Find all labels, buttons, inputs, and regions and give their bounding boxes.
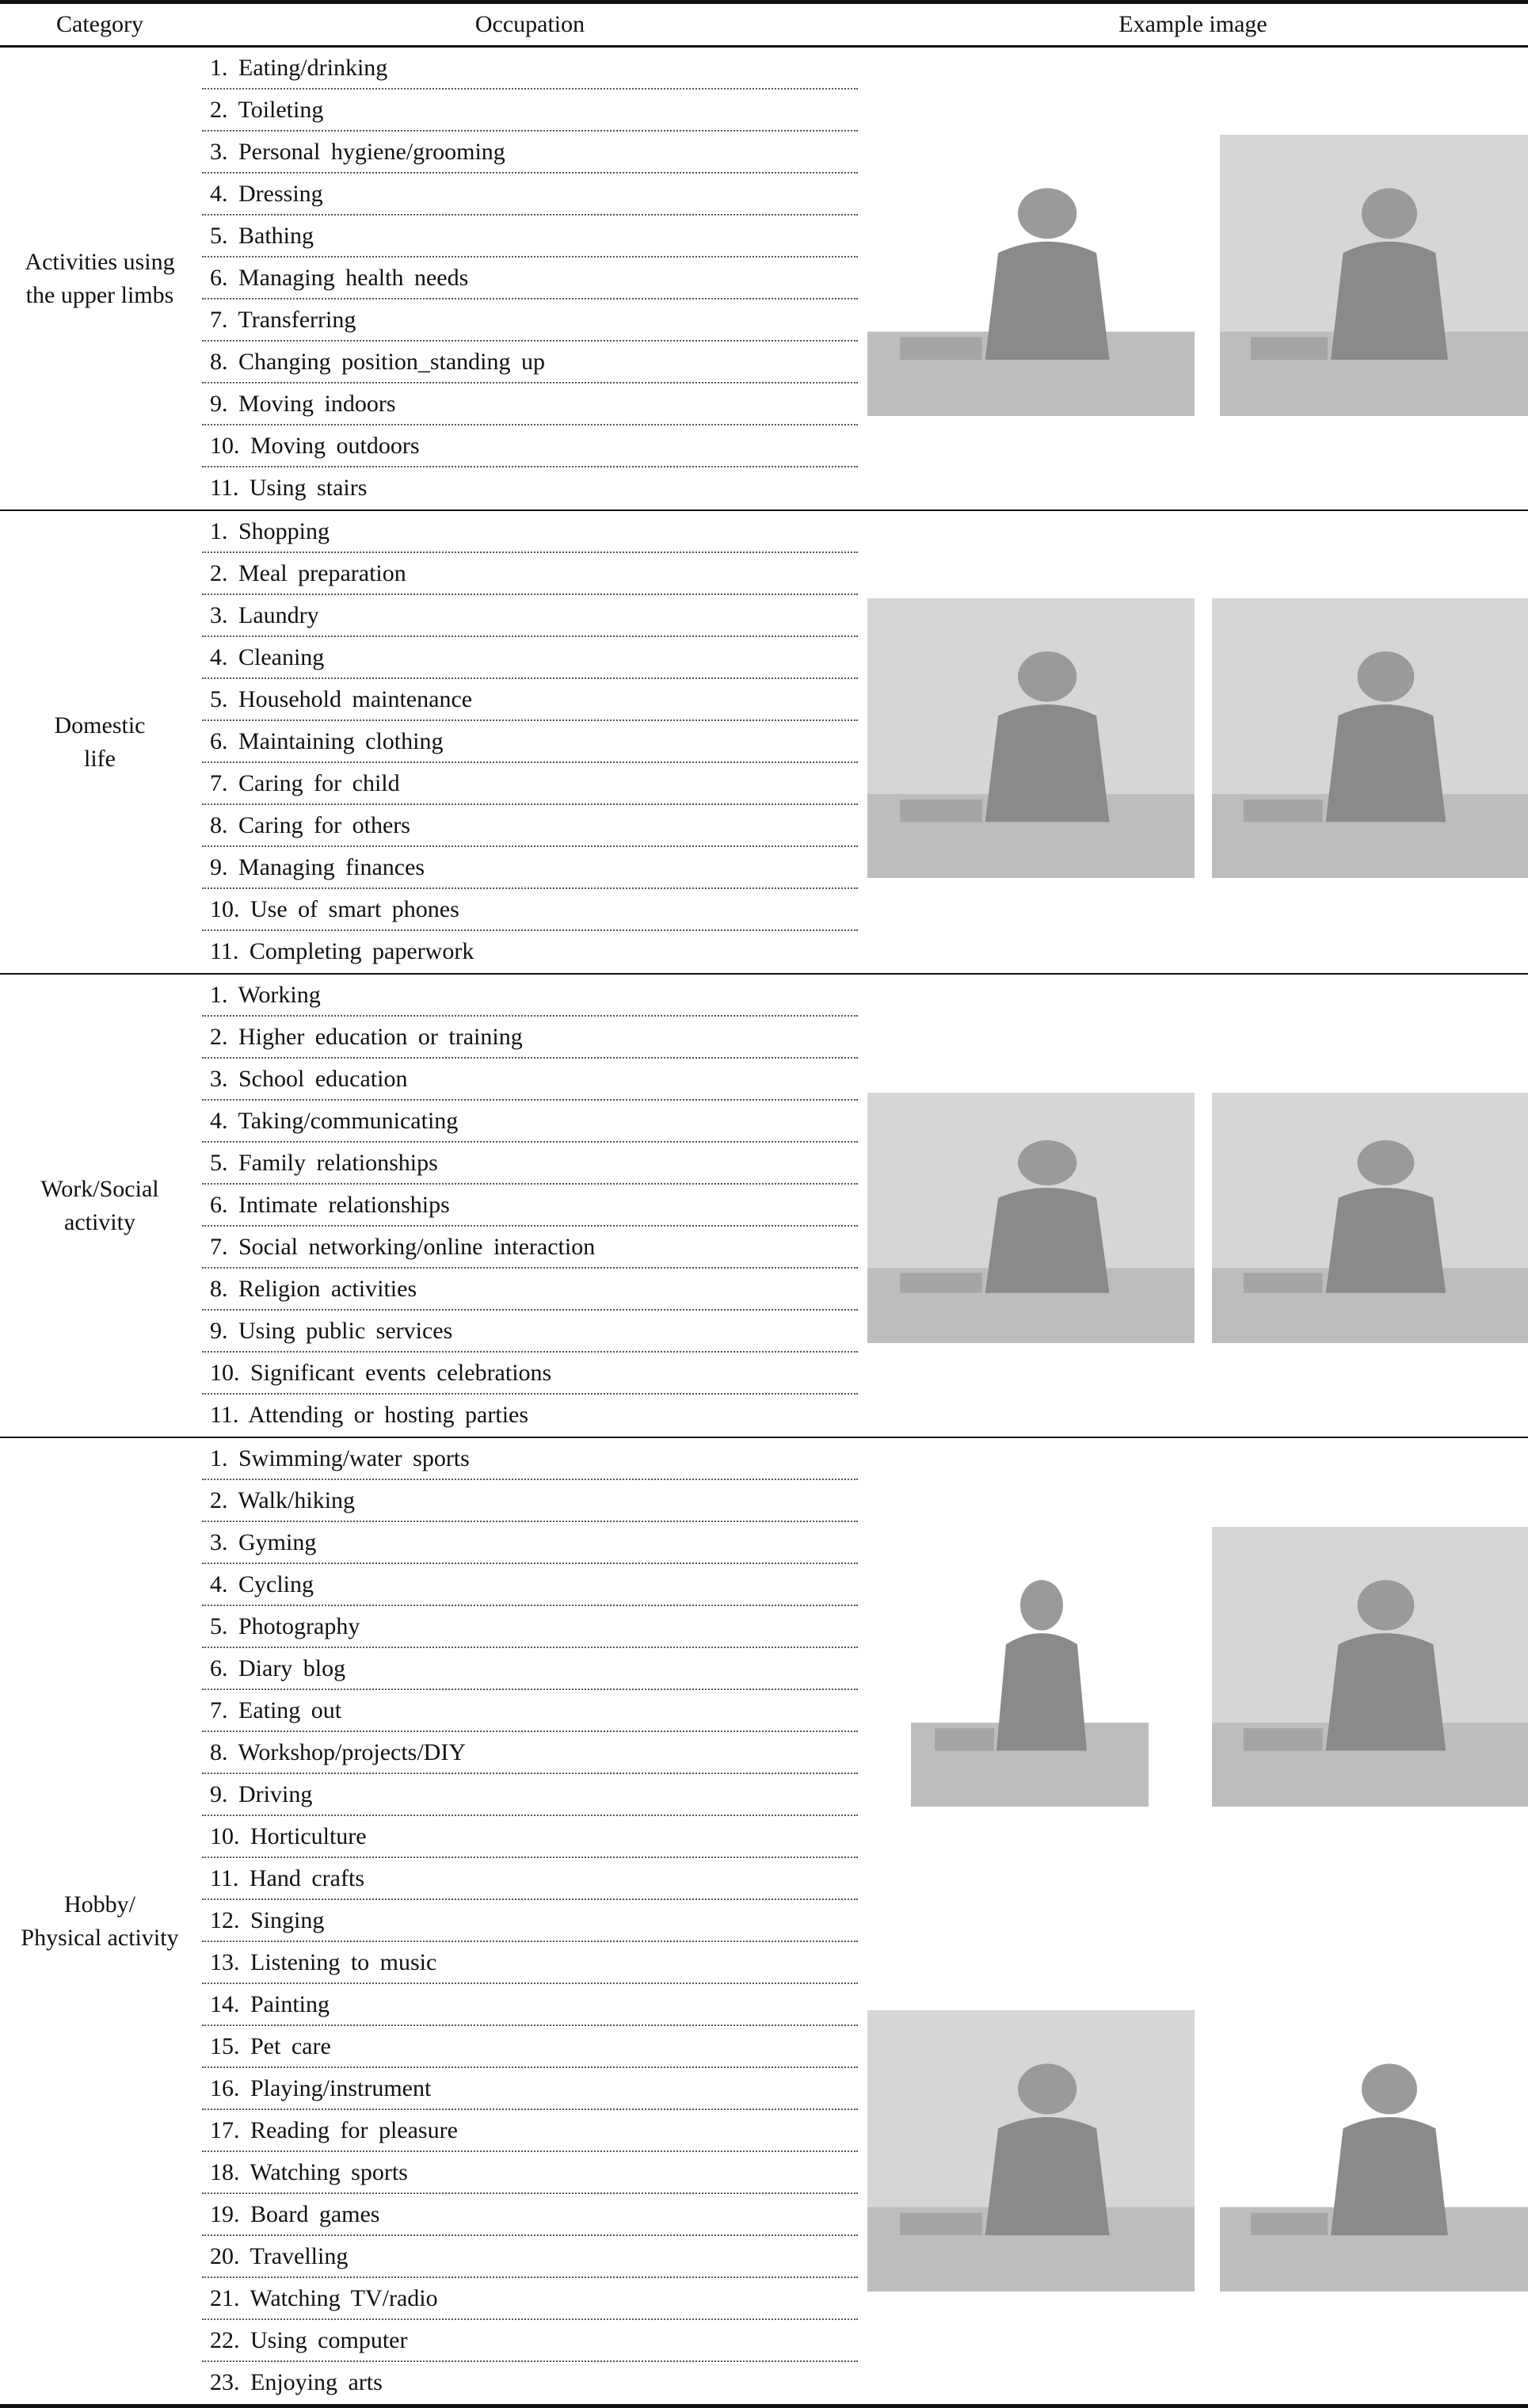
occupation-row: 5. Household maintenance <box>202 679 858 721</box>
occupation-row: 7. Social networking/online interaction <box>202 1227 858 1269</box>
occupation-row: 4. Cycling <box>202 1564 858 1606</box>
occupation-row: 5. Bathing <box>202 216 858 258</box>
occupation-row: 1. Working <box>202 975 858 1017</box>
occupation-row: 7. Eating out <box>202 1690 858 1732</box>
occupation-row: 16. Playing/instrument <box>202 2068 858 2110</box>
category-label-line: life <box>84 745 116 772</box>
occupation-row: 2. Toileting <box>202 90 858 132</box>
walking-illustration <box>867 2010 1195 2292</box>
occupation-row: 9. Driving <box>202 1774 858 1816</box>
category-label-line: Hobby/ <box>63 1891 135 1918</box>
occupation-row: 12. Singing <box>202 1900 858 1942</box>
occupation-row: 8. Caring for others <box>202 805 858 847</box>
occupation-row: 3. Gyming <box>202 1522 858 1564</box>
occupation-row: 15. Pet care <box>202 2026 858 2068</box>
category-label-line: Physical activity <box>21 1924 179 1951</box>
occupation-row: 13. Listening to music <box>202 1942 858 1984</box>
occupation-row: 9. Using public services <box>202 1311 858 1353</box>
occupation-row: 11. Attending or hosting parties <box>210 1402 529 1428</box>
bottom-rule <box>0 2404 1528 2408</box>
category-label-line: Work/Social <box>40 1175 159 1202</box>
category-label <box>0 511 200 973</box>
occupation-row: 1. Shopping <box>202 511 858 553</box>
occupation-row: 11. Completing paperwork <box>210 938 474 964</box>
occupation-row: 11. Using stairs <box>210 475 368 501</box>
category-label-line: Activities using <box>25 248 175 275</box>
header-example-image: Example image <box>1118 11 1267 37</box>
occupation-row: 7. Caring for child <box>202 763 858 805</box>
occupation-row: 5. Photography <box>202 1606 858 1648</box>
occupation-row: 2. Walk/hiking <box>202 1480 858 1522</box>
occupation-row: 14. Painting <box>202 1984 858 2026</box>
category-label-line: activity <box>64 1208 135 1235</box>
occupation-row: 19. Board games <box>202 2194 858 2236</box>
occupation-row: 1. Swimming/water sports <box>202 1438 858 1480</box>
public-service-illustration <box>1212 1093 1528 1343</box>
family-table-illustration <box>867 1093 1195 1343</box>
pet-care-illustration <box>1220 2010 1528 2292</box>
occupation-row: 3. Laundry <box>202 595 858 637</box>
occupation-row: 3. School education <box>202 1059 858 1101</box>
gym-illustration <box>911 1527 1149 1807</box>
occupation-row: 10. Moving outdoors <box>202 426 858 467</box>
occupation-row: 4. Dressing <box>202 174 858 216</box>
occupation-row: 10. Significant events celebrations <box>202 1353 858 1395</box>
smart-phone-illustration <box>1212 598 1528 878</box>
occupation-row: 8. Changing position_standing up <box>202 342 858 384</box>
occupation-row: 23. Enjoying arts <box>210 2369 383 2395</box>
occupation-row: 3. Personal hygiene/grooming <box>202 132 858 174</box>
header-category: Category <box>56 11 143 37</box>
occupation-row: 5. Family relationships <box>202 1143 858 1185</box>
occupation-row: 2. Higher education or training <box>202 1017 858 1059</box>
drinking-illustration <box>1220 135 1528 416</box>
occupation-row: 21. Watching TV/radio <box>202 2278 858 2320</box>
occupation-row: 10. Horticulture <box>202 1816 858 1858</box>
occupation-row: 7. Transferring <box>202 300 858 342</box>
meal-preparation-illustration <box>867 598 1195 878</box>
occupation-row: 9. Managing finances <box>202 847 858 889</box>
occupation-row: 8. Workshop/projects/DIY <box>202 1732 858 1774</box>
category-label <box>0 48 200 509</box>
occupation-row: 9. Moving indoors <box>202 384 858 426</box>
occupation-row: 8. Religion activities <box>202 1269 858 1311</box>
occupation-row: 17. Reading for pleasure <box>202 2110 858 2152</box>
category-label <box>0 975 200 1437</box>
occupation-row: 11. Hand crafts <box>202 1858 858 1900</box>
occupation-row: 10. Use of smart phones <box>202 889 858 931</box>
bathing-illustration <box>867 135 1195 416</box>
occupation-row: 4. Cleaning <box>202 637 858 679</box>
category-label <box>0 1438 200 2404</box>
occupation-row: 20. Travelling <box>202 2236 858 2278</box>
category-label-line: Domestic <box>54 712 146 738</box>
occupation-row: 6. Diary blog <box>202 1648 858 1690</box>
category-label-line: the upper limbs <box>25 281 174 308</box>
occupation-row: 2. Meal preparation <box>202 553 858 595</box>
occupation-row: 6. Intimate relationships <box>202 1185 858 1227</box>
occupation-row: 6. Managing health needs <box>202 258 858 300</box>
computer-illustration <box>1212 1527 1528 1807</box>
occupation-row: 1. Eating/drinking <box>202 48 858 90</box>
occupation-row: 6. Maintaining clothing <box>202 721 858 763</box>
header-occupation: Occupation <box>474 11 585 37</box>
occupation-row: 18. Watching sports <box>202 2152 858 2194</box>
occupation-row: 4. Taking/communicating <box>202 1101 858 1143</box>
occupation-row: 22. Using computer <box>202 2320 858 2362</box>
